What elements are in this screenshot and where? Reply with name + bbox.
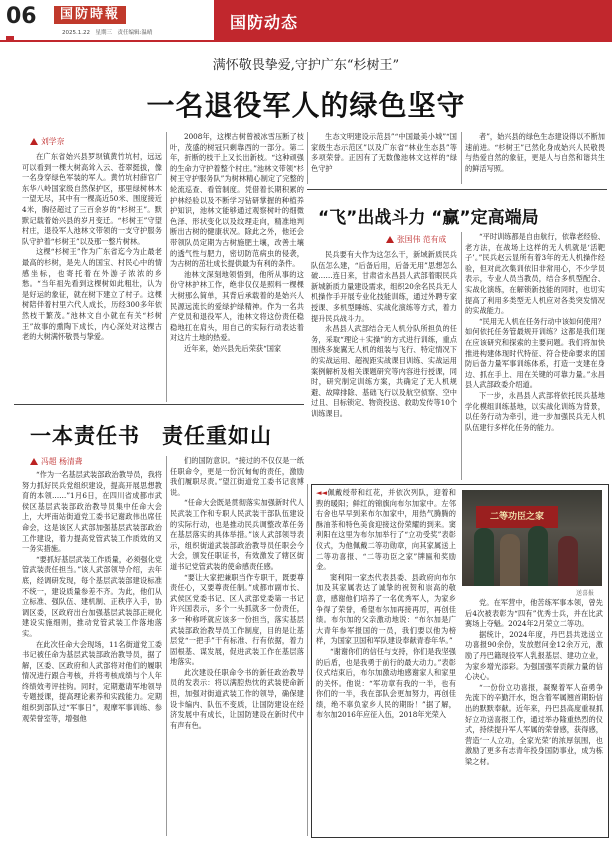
column-divider xyxy=(166,132,167,402)
newspaper-logo: 国防時報 xyxy=(54,6,126,24)
header-rule xyxy=(0,40,612,42)
paragraph: “要抓好基层武装工作质量，必须强化党管武装责任担当。”该人武部领导介绍，去年底，经调研发现，每个基层武装部建设标准不统一，建设质量参差不齐。为此，他们从立标准、强队伍、建机制、正秩序入手，协调区委，区政府出台加强基层武装部正规化建设实施细则，推动党管武装工作落地落实。 xyxy=(22,554,162,638)
byline-marker-icon xyxy=(30,138,38,145)
story4-lead-tag: ◄◄ xyxy=(316,488,328,497)
story2-headline: “飞”出战斗力 “赢”定高端局 xyxy=(318,208,539,228)
column-divider xyxy=(166,456,167,836)
byline-marker-icon xyxy=(386,236,394,243)
story2-byline-text: 张国伟 范有成 xyxy=(397,235,447,244)
page-number: 06 xyxy=(6,4,37,29)
photo-figure xyxy=(558,536,578,586)
story3-headline: 一本责任书 责任重如山 xyxy=(30,424,272,448)
story2-col-1 xyxy=(311,250,457,420)
photo-figure xyxy=(528,526,548,586)
paragraph: 近年来，始兴县先后荣获“国家 xyxy=(184,343,282,353)
story3-byline xyxy=(30,456,82,467)
story4-col-1 xyxy=(316,488,456,721)
photo-figure xyxy=(500,534,520,586)
paragraph: 这棵“杉树王”作为广东省迄今为止最老最高的杉树，是先人的国宝、村民心中的情感坐标，也寄托着在外游子浓浓的乡愁。“当年祖先看到这棵树如此粗壮，认为是好运的象征，就在树下建立了村子。这棵树陪伴着村里六代人成长，历经300多年依然枝干繁茂。”池林文自小就在有关“杉树王”故事的熏陶下成长，内心深处对这棵古老的大树满怀敬畏与挚爱。 xyxy=(22,247,162,342)
photo-figure xyxy=(474,528,494,586)
paragraph: “要让大家把兼职当作专职干，既要尊责任心，又要尊责任制。”成都市副市长、武侯区党委书记、区人武部党委第一书记许兴国表示，多个一头抓就多一份责任，多一种称呼就应该多一份担当，落实基层武装部政治教导员工作制度，目的是让基层党“一把手”干有标准、行有依据，着力固根基、谋发展，促进武装工作在基层落地落实。 xyxy=(170,572,304,667)
column-divider xyxy=(307,132,308,184)
paragraph: 永昌县人武部结合无人机分队所担负的任务，采取“理论＋实操”的方式进行训练，重点围绕多旋翼无人机的组装与飞行、特定情况下的实战运用、超视距实战课目训练、实战运用案例解析及相关课题研究等内容进行授课，同时，研究制定训练方案，共确定了无人机规避、故障排除、基础飞行以及航空侦察、空中过且、目标锁定、物资投送、救助发传等10个训练课目。 xyxy=(311,324,457,418)
section-rule xyxy=(307,189,607,190)
main-col-3 xyxy=(311,132,457,174)
column-divider xyxy=(461,232,462,480)
main-headline: 一名退役军人的绿色坚守 xyxy=(146,89,466,122)
paragraph: “谢谢你们的信任与支持，你们是我坚强的后盾，也是我勇于前行的最大动力。”表彰仪式结束后，布尔加激动地感谢家人和家里的关怀。他说：“军功章有我的一半，也有你们的一半，我在部队会更加努力，再创佳绩，绝不辜负家乡人民的期盼！”据了解，布尔加2016年应征入伍，2018年光荣入 xyxy=(316,646,456,720)
story2-col-2 xyxy=(465,232,605,433)
story3-col-2 xyxy=(170,456,304,731)
issue-meta: 2025.1.22 星期三 责任编辑:温晴 xyxy=(62,30,153,36)
section-title: 国防动态 xyxy=(230,13,299,32)
column-divider xyxy=(307,484,308,836)
paragraph: “任命大会既是贯彻落实加强新时代人民武装工作和专职人民武装干部队伍建设的实际行动，也是推动民兵调整改革任务在基层落实的具体举措。”该人武部领导表示，组织街道武装部政治教导员任职会今大会，颁发任职证书，有效激发了辖区街道书记党管武装的使命感责任感。 xyxy=(170,498,304,571)
main-col-2 xyxy=(170,132,304,354)
story4-lead-text: 佩戴绶带和红花，并依次列队，迎着和煦的暖阳；鲜红的锦旗向布尔加家中。左邻右舍也早早到来布尔加家中，用热气腾腾的酥油茶和特色美食迎接这份荣耀的到来。窦利阳在这里为布尔加举行了“立功受奖”表彰仪式，为他佩戴二等功勋章，向其家属送上二等功喜报、“二等功臣之家”牌匾和奖励金。 xyxy=(316,488,456,572)
paragraph: “民用无人机在任务行动中该如何使用？如何依托任务管最规开训练？这都是我们现在应该研究和探索的主要问题。我们将加快推进构建体现时代特征、符合使命要求的国防后备力量军事训练体系，打造一支建在身边、抓在手上、用在关键的可靠力量。”永昌县人武部政委介绍道。 xyxy=(465,316,605,390)
photo-banner: 二等功臣之家 xyxy=(476,506,558,528)
paragraph: 生态文明建设示范县”“中国最美小城”“国家级生态示范区”以及广东省“林业生态县”等多项荣誉。正因有了无数像池林文这样的“绿色守护 xyxy=(311,132,457,173)
paragraph: 在广东省始兴县罗坝镇黄竹坑村，远远可以看到一棵大树高耸入云、苍翠挺拔，像一名身穿绿色军装的军人。黄竹坑村薛官广东华八岭国家级自然保护区，那里绿树林木一望无尽，其中有一棵高近50米、围度接近4米，胸径超过了三百余岁的“杉树王”。默默记载着始兴县的岁月变迁。“杉树王”守望村庄，退役军人池林文带领的一支守护服务队守护着“杉树王”以及那一整片树林。 xyxy=(22,152,162,246)
paragraph: “平时训练都是自由航行，依靠老经验、老方法，在战场上这样的无人机就是‘活靶子’。”民兵赵云显所有着3年的无人机操作经验，但对此次集训依旧非常用心，不少学员表示，专业人员当教员，结合多机型配合、实战化演练，在解锁新技能的同时，也切实提高了利用多类型无人机应对各类突发情况的实战能力。 xyxy=(465,232,605,316)
paragraph: 党。在军营中，他苦练军事本领，曾先后4次被表彰为“四有”优秀士兵，并在比武赛场上夺魁。2024年2月荣立二等功。 xyxy=(465,598,603,629)
photo-caption: 送喜报 xyxy=(576,590,595,597)
main-byline xyxy=(30,136,64,147)
main-subtitle: 满怀敬畏挚爱,守护广东“杉树王” xyxy=(212,58,400,73)
paragraph: 在此次任命大会现场，11名街道党工委书记被任命为基层武装部政治教导员，据了解，区委、区政府和人武部将对他们的履职情况进行跟合考核，并将考核成绩与个人年终绩效考评挂钩。同时，定期邀请军地领导专题授课，提高理论素养和实践能力。定期组织到部队过“军事日”，观摩军事训练、参观荣誉室等，增强他 xyxy=(22,639,162,723)
paragraph: 2008年，这棵古树曾被冰雪压断了枝叶，茂盛的树冠只剩靠西的一部分。第二年，折断的枝干上又长出新枝。“这种顽强的生命力守护着整个村庄。”池林文带领“杉树王守护服务队”为树林精心制定了完整的轮流巡查、看管制度。凭借着长期积累的护林经验以及不断学习钻研掌握的种植养护知识，池林文能够通过观察树叶的细微色泽、形状变化以及纹理走向，精准地判断出古树的健康状况。除此之外，他还会带领队员定期为古树施肥土壤，改善土壤的透气性与肥力，密切防范病虫的侵袭，为古树的茁壮成长提供最为有利的条件。 xyxy=(170,132,304,269)
paragraph: 下一步，永昌县人武部将依托民兵基地学化模组训练基地，以实战化训练为背景，以任务行动为牵引，进一步加强民兵无人机队伍建行多样化任务的能力。 xyxy=(465,390,605,432)
paragraph: 池林文深刻地领悟到，他所从事的这份守林护林工作，绝非仅仅是照料一棵棵大树那么简单，其背后承载着的是始兴人民源远流长的爱绿护绿精神。作为一名共产党员和退役军人，池林文将这份责任稳稳地扛在肩头，用自己的实际行动表达着对这片土地的热爱。 xyxy=(170,269,304,343)
paragraph: 窦利阳一家杰代表县委、县政府向布尔加及其家属表达了诚挚的祝贺和崇高的敬意，感谢他们培养了一名优秀军人，为家乡争得了荣誉，希望布尔加再接再厉，再创佳绩。布尔加的父亲激动地说：“布尔加是广大青年参军报国的一员，我们要以他为榜样，为国家卫国和军队建设奉献青春年华。” xyxy=(316,572,456,646)
section-rule xyxy=(14,404,304,405)
paragraph xyxy=(316,488,456,573)
main-col-4 xyxy=(465,132,605,174)
header-accent xyxy=(6,36,14,40)
column-divider xyxy=(461,132,462,184)
byline-marker-icon xyxy=(30,458,38,465)
paragraph: 据统计，2024年度，丹巴县共选送立功喜报90余份，发放慰问金12余万元，激励了丹巴籍现役军人乳报基层、建功立业，为家乡增光添彩。为强国强军贡献力量的信心决心。 xyxy=(465,629,603,682)
paragraph: 此次建设任职命令书的新任政治教导员的发表示：将以满腔热忱的武装使命新担，加强对街道武装工作的领导，确保建设卡编内、队伍不变质，让国防建设在经济发展中有成长，让国防建设在新时代中有声有色。 xyxy=(170,667,304,730)
story3-col-1 xyxy=(22,470,162,724)
paragraph: 者”，始兴县的绿色生态建设得以不断加速前进。“杉树王”已然化身成始兴人民敬畏与热爱自然的象征，更是人与自然和谐共生的鲜活写照。 xyxy=(465,132,605,173)
story2-byline xyxy=(386,234,446,245)
story4-col-2 xyxy=(465,598,603,768)
story3-byline-text: 冯超 杨清聋 xyxy=(41,457,83,466)
main-col-1 xyxy=(22,152,162,343)
paragraph: “一份份立功喜报，凝聚着军人奋勇争先流下的辛勤汗水，饱含着军属翘首期盼信出的默默奉献。近年来，丹巴县高度重视抓好立功送喜报工作，通过举办隆重热烈的仪式，持续提升军人军属的荣誉感，获得感，营造‘一人立功，全家光荣’的浓厚氛围，也激励了更多有志青年投身国防事业，成为栋梁之材。 xyxy=(465,682,603,766)
story4-photo xyxy=(462,490,602,586)
paragraph: 们的国防意识。“接过的不仅仅是一纸任职命令，更是一份沉甸甸的责任，激励我们履职尽责。”望江街道党工委书记袁博说。 xyxy=(170,456,304,497)
paragraph: “作为一名基层武装部政治教导员，我将努力抓好民兵党组织建设，提高开展思想教育的本领……”1月6日，在四川省成都市武侯区基层武装部政治教导员集中任命大会上，大坪南站街道党工委书记谢政伟出席任命会，这是该区人武部加强基层武装部政治工作建设，着力提高党管武装工作质效的又一务实措施。 xyxy=(22,470,162,554)
main-byline-text: 刘学奈 xyxy=(41,137,65,146)
paragraph: 民兵要有大作为这怎么干，新域新质民兵队伍怎么建，“后备后用，后备无用”思想怎么破……连日来，甘肃省永昌县人武部着眼民兵新城新质力量建设需求，组织20余名民兵无人机操作手开展专业化技能训练，通过外聘专家授课、多机型睡练、实战化演练等方式，着力提升民兵战斗力。 xyxy=(311,250,457,323)
